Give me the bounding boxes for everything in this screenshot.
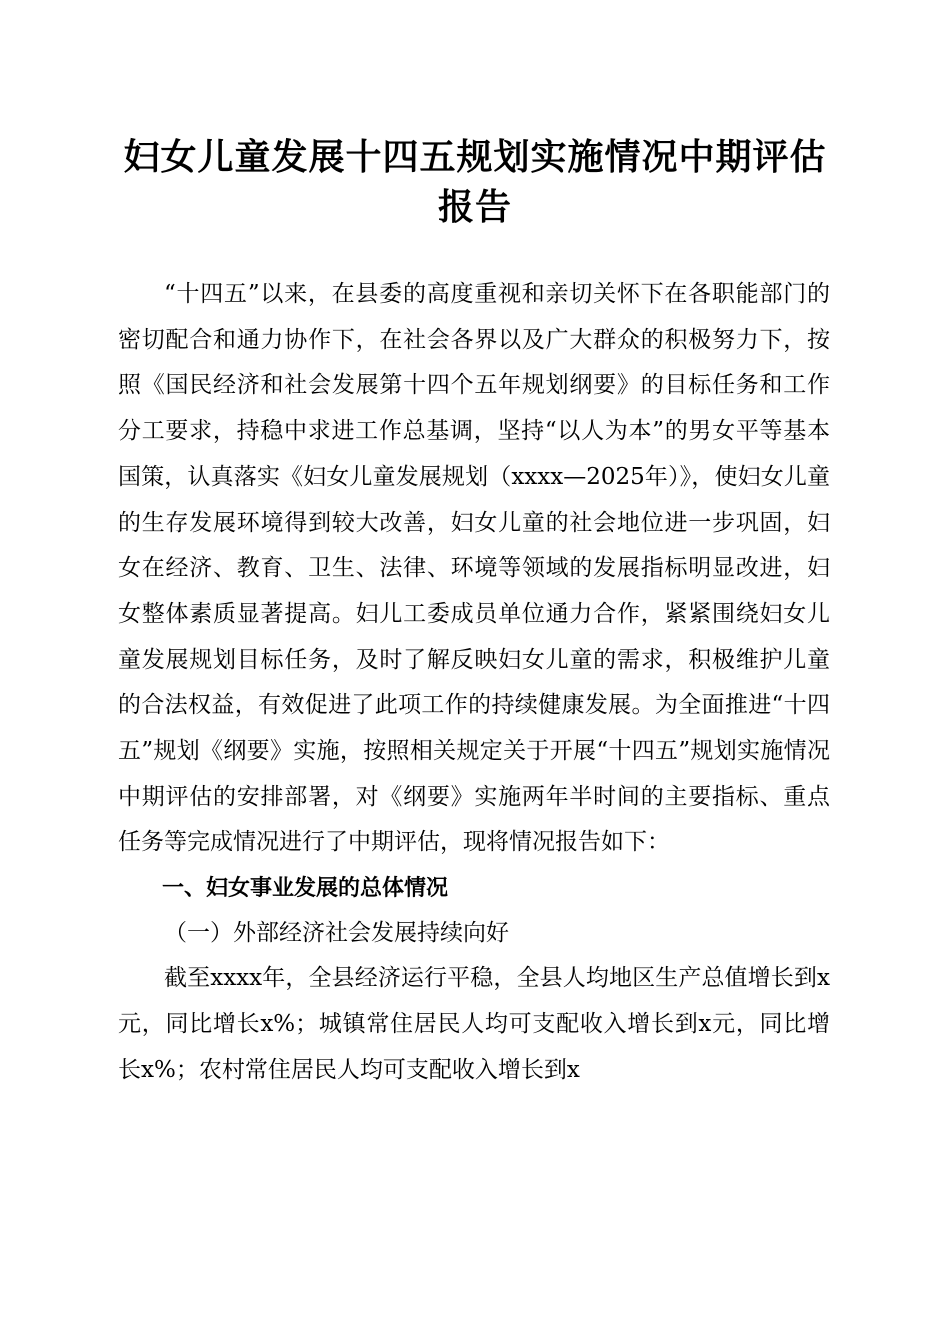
document-body xyxy=(118,272,830,1093)
subsection-heading: （一）外部经济社会发展持续向好 xyxy=(164,920,509,947)
intro-paragraph: “十四五”以来，在县委的高度重视和亲切关怀下在各职能部门的密切配合和通力协作下，在社会各界以及广大群众的积极努力下，按照《国民经济和社会发展第十四个五年规划纲要》的目标任务和工作分工要求，持稳中求进工作总基调，坚持“以人为本”的男女平等基本国策，认真落实《妇女儿童发展规划（xxxx—2025年）》，使妇女儿童的生存发展环境得到较大改善，妇女儿童的社会地位进一步巩固，妇女在经济、教育、卫生、法律、环境等领域的发展指标明显改进，妇女整体素质显著提高。妇儿工委成员单位通力合作，紧紧围绕妇女儿童发展规划目标任务，及时了解反映妇女儿童的需求，积极维护儿童的合法权益，有效促进了此项工作的持续健康发展。为全面推进“十四五”规划《纲要》实施，按照相关规定关于开展“十四五”规划实施情况中期评估的安排部署，对《纲要》实施两年半时间的主要指标、重点任务等完成情况进行了中期评估，现将情况报告如下： xyxy=(118,281,830,856)
section-heading: 一、妇女事业发展的总体情况 xyxy=(162,876,449,902)
subsection-paragraph: 截至xxxx年，全县经济运行平稳，全县人均地区生产总值增长到x元，同比增长x%；城镇常住居民人均可支配收入增长到x元，同比增长x%；农村常住居民人均可支配收入增长到x xyxy=(118,965,830,1083)
document-title: 妇女儿童发展十四五规划实施情况中期评估报告 xyxy=(123,136,827,228)
